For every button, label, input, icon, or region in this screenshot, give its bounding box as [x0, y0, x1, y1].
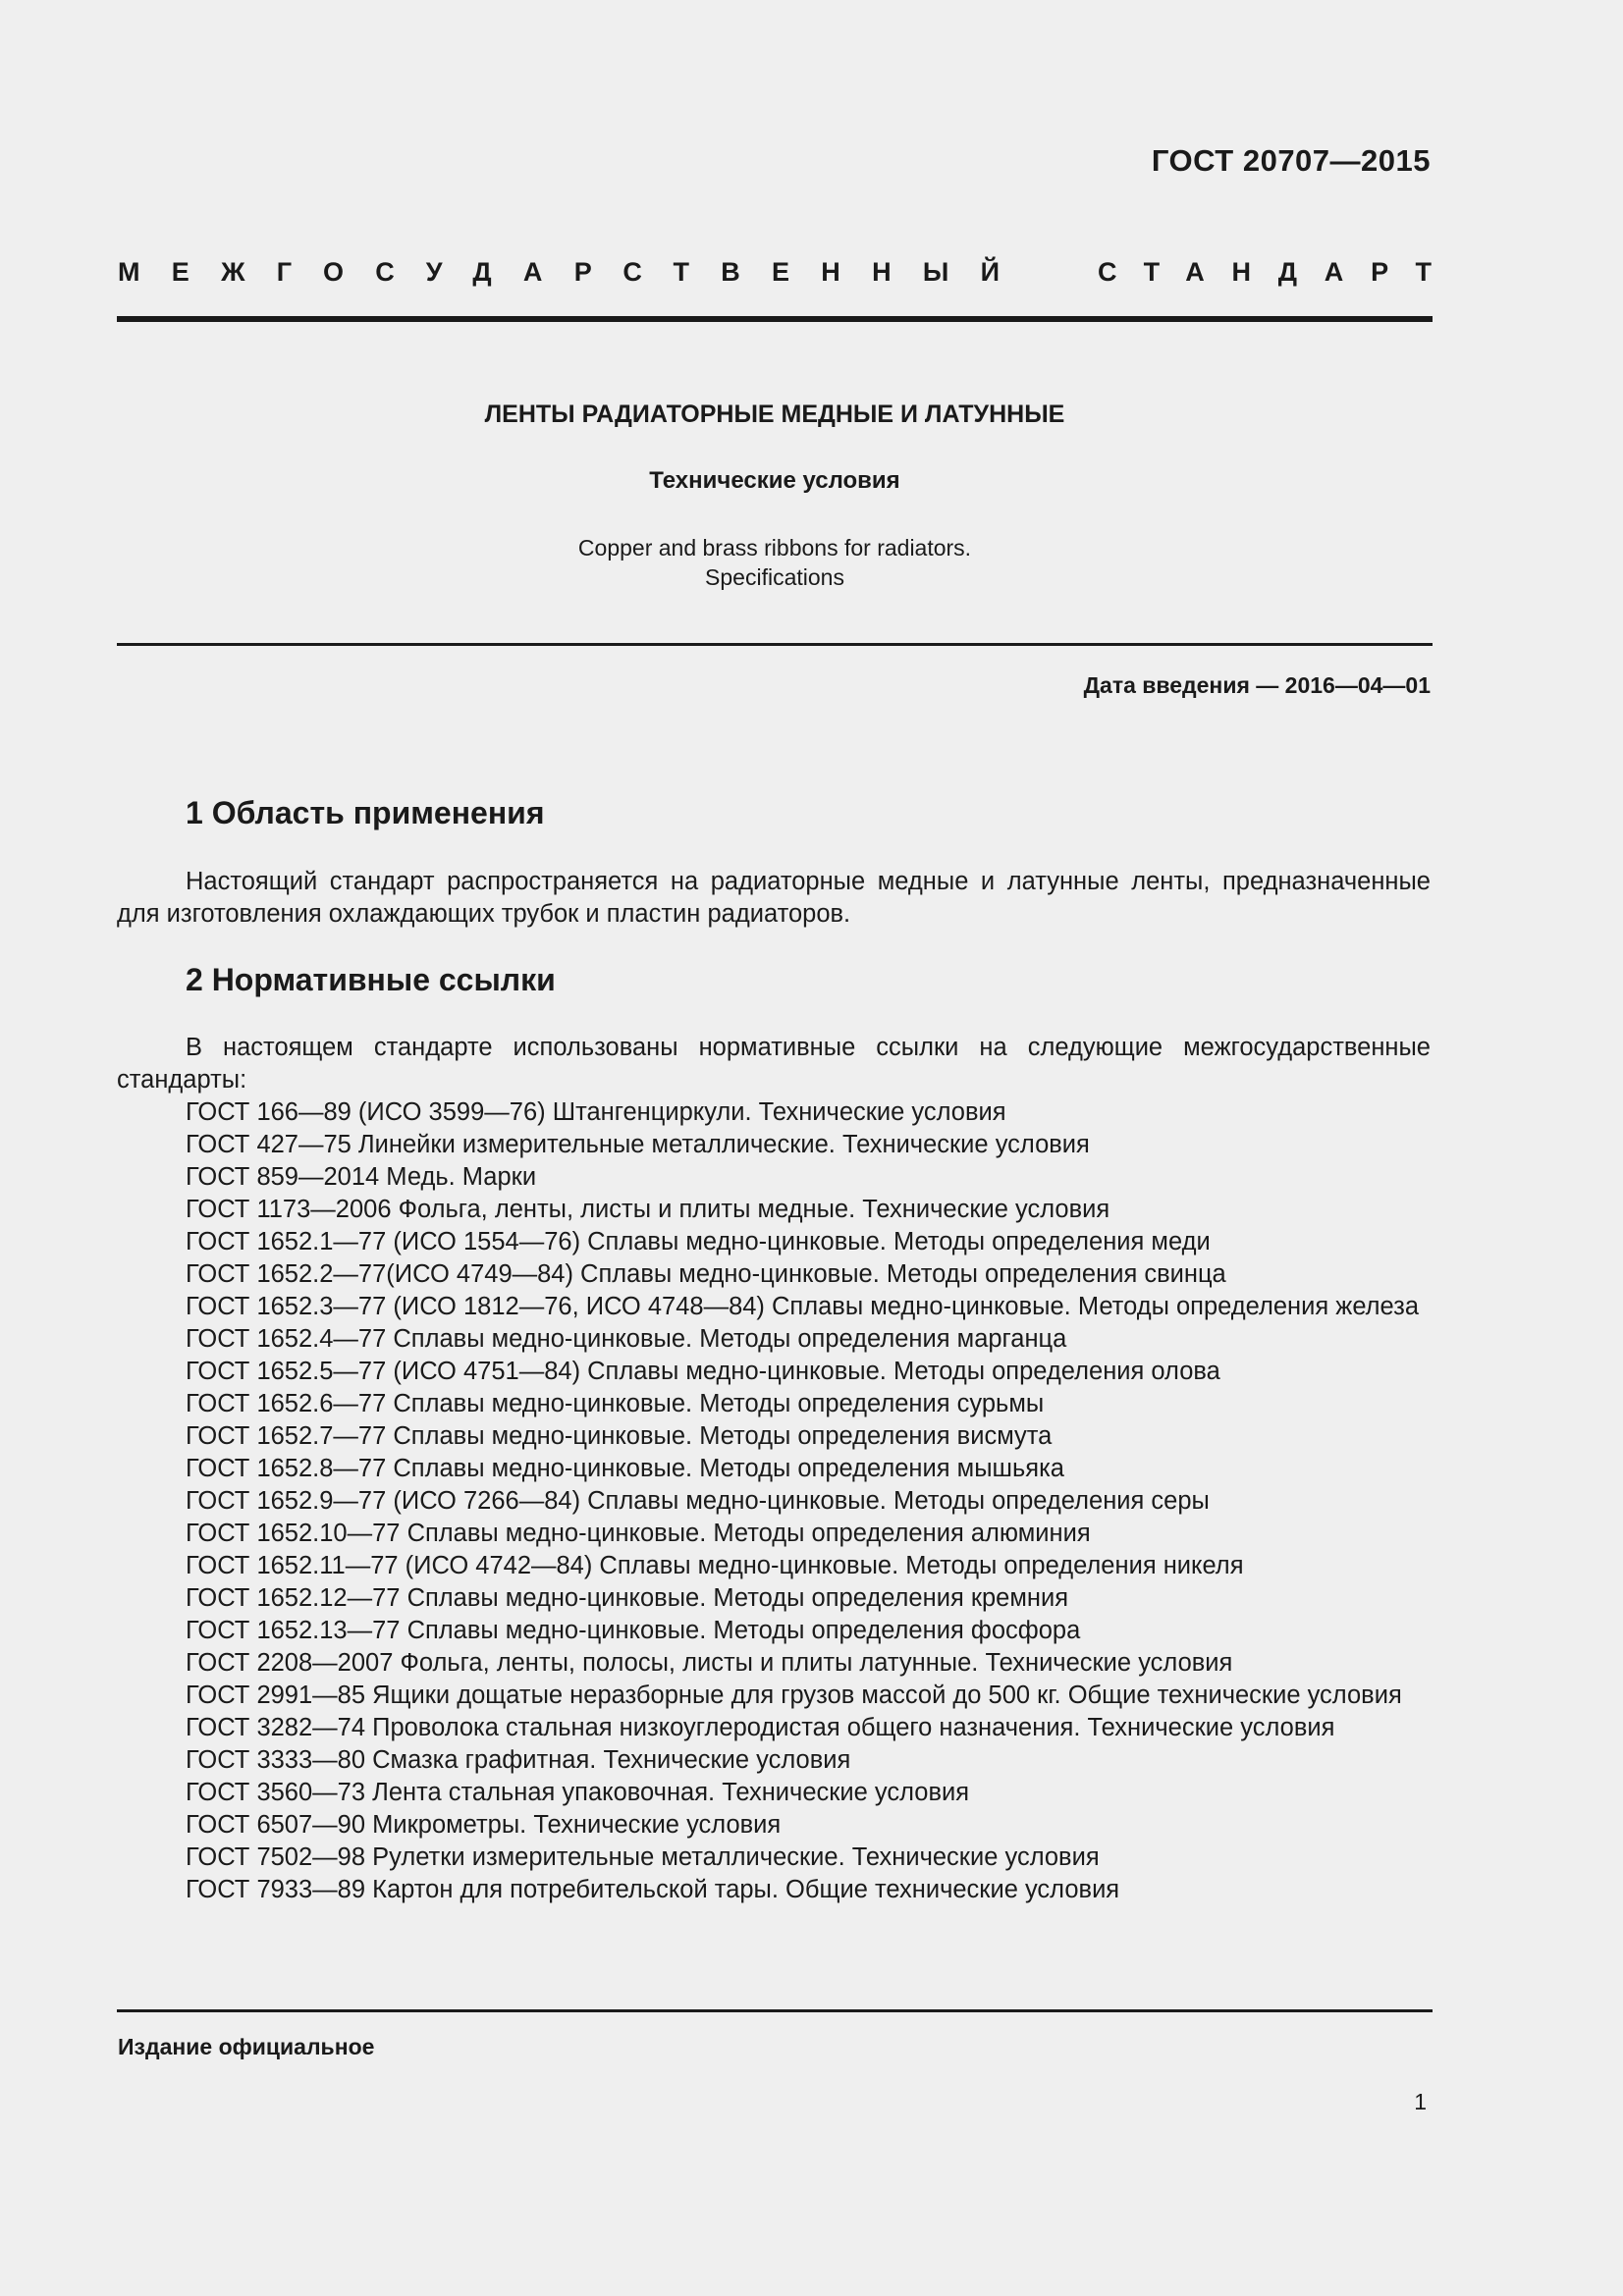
english-title-line-2: Specifications [705, 564, 844, 590]
reference-item: ГОСТ 1652.2—77(ИСО 4749—84) Сплавы медно-цинковые. Методы определения свинца [186, 1260, 1226, 1288]
standard-type-banner [118, 257, 1459, 288]
section-scope-body [117, 866, 1431, 931]
reference-item: ГОСТ 859—2014 Медь. Марки [186, 1163, 537, 1191]
reference-item: ГОСТ 1173—2006 Фольга, ленты, листы и плиты медные. Технические условия [186, 1196, 1110, 1223]
reference-item: ГОСТ 3282—74 Проволока стальная низкоуглеродистая общего назначения. Технические условия [186, 1714, 1335, 1741]
english-title-line-1: Copper and brass ribbons for radiators. [577, 535, 972, 561]
document-subtitle: Технические условия [649, 467, 900, 494]
reference-item: ГОСТ 7933—89 Картон для потребительской тары. Общие технические условия [186, 1876, 1120, 1903]
reference-item: ГОСТ 166—89 (ИСО 3599—76) Штангенциркули. Технические условия [186, 1098, 1006, 1126]
reference-item: ГОСТ 2208—2007 Фольга, ленты, полосы, листы и плиты латунные. Технические условия [186, 1649, 1233, 1677]
document-code: ГОСТ 20707—2015 [1151, 143, 1431, 178]
reference-item: ГОСТ 1652.9—77 (ИСО 7266—84) Сплавы медно-цинковые. Методы определения серы [186, 1487, 1210, 1515]
reference-item: ГОСТ 6507—90 Микрометры. Технические условия [186, 1811, 782, 1839]
reference-item: ГОСТ 1652.1—77 (ИСО 1554—76) Сплавы медно-цинковые. Методы определения меди [186, 1228, 1211, 1255]
reference-item: ГОСТ 1652.7—77 Сплавы медно-цинковые. Методы определения висмута [186, 1422, 1053, 1450]
standard-type-word-1: МЕЖГОСУДАРСТВЕННЫЙ [118, 257, 1032, 287]
document-title: ЛЕНТЫ РАДИАТОРНЫЕ МЕДНЫЕ И ЛАТУННЫЕ [484, 400, 1065, 428]
page-number: 1 [1414, 2089, 1427, 2114]
edition-label: Издание официальное [118, 2034, 375, 2059]
reference-item: ГОСТ 1652.4—77 Сплавы медно-цинковые. Методы определения марганца [186, 1325, 1067, 1353]
reference-item: ГОСТ 3560—73 Лента стальная упаковочная. Технические условия [186, 1779, 970, 1806]
section-references-body [117, 1032, 1431, 1906]
english-title [117, 533, 1433, 592]
reference-item: ГОСТ 1652.6—77 Сплавы медно-цинковые. Методы определения сурьмы [186, 1390, 1045, 1417]
section-heading-references: 2 Нормативные ссылки [186, 962, 556, 997]
reference-item: ГОСТ 7502—98 Рулетки измерительные металлические. Технические условия [186, 1843, 1100, 1871]
reference-item: ГОСТ 2991—85 Ящики дощатые неразборные для грузов массой до 500 кг. Общие технические условия [186, 1682, 1402, 1709]
header-divider [117, 316, 1433, 322]
reference-item: ГОСТ 1652.8—77 Сплавы медно-цинковые. Методы определения мышьяка [186, 1455, 1064, 1482]
scope-paragraph: Настоящий стандарт распространяется на радиаторные медные и латунные ленты, предназначенные для изготовления охлаждающих трубок и пластин радиаторов. [117, 868, 1431, 928]
references-intro-paragraph: В настоящем стандарте использованы нормативные ссылки на следующие межгосударственные стандарты: [117, 1034, 1431, 1094]
reference-item: ГОСТ 1652.5—77 (ИСО 4751—84) Сплавы медно-цинковые. Методы определения олова [186, 1358, 1220, 1385]
title-divider [117, 643, 1433, 646]
reference-item: ГОСТ 1652.11—77 (ИСО 4742—84) Сплавы медно-цинковые. Методы определения никеля [186, 1552, 1244, 1579]
reference-item: ГОСТ 1652.10—77 Сплавы медно-цинковые. Методы определения алюминия [186, 1520, 1091, 1547]
footer-divider [117, 2009, 1433, 2012]
reference-item: ГОСТ 3333—80 Смазка графитная. Технические условия [186, 1746, 851, 1774]
standard-type-word-2: СТАНДАРТ [1098, 257, 1459, 287]
section-heading-scope: 1 Область применения [186, 795, 545, 830]
reference-list [117, 1096, 1431, 1906]
reference-item: ГОСТ 427—75 Линейки измерительные металлические. Технические условия [186, 1131, 1090, 1158]
reference-item: ГОСТ 1652.12—77 Сплавы медно-цинковые. Методы определения кремния [186, 1584, 1069, 1612]
reference-item: ГОСТ 1652.3—77 (ИСО 1812—76, ИСО 4748—84) Сплавы медно-цинковые. Методы определения железа [186, 1293, 1420, 1320]
reference-item: ГОСТ 1652.13—77 Сплавы медно-цинковые. Методы определения фосфора [186, 1617, 1081, 1644]
introduction-date: Дата введения — 2016—04—01 [1083, 672, 1431, 698]
